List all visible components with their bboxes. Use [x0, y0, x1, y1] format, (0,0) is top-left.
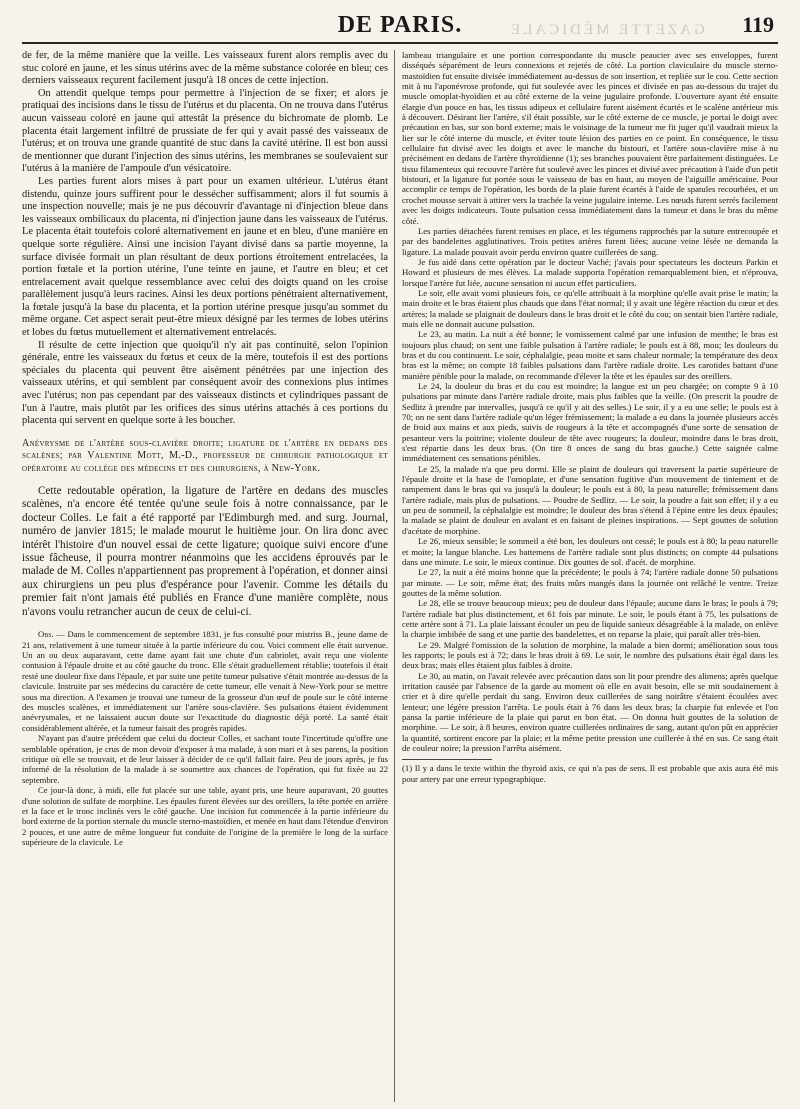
column-divider	[394, 50, 395, 1102]
paragraph: Le 26, mieux sensible; le sommeil a été bon, les douleurs ont cessé; le pouls est à 80; la peau naturelle et moite; la langue blanche. Les battemens de l'artère radiale sont plus distincts; on compte 44 pulsations dans une minute. Le soir, le mieux continue. Dix gouttes de sol. d'acét. de morphine.	[402, 536, 778, 567]
paragraph: Il résulte de cette injection que quoiqu'il n'y ait pas continuité, selon l'opinion générale, entre les vaisseaux du fœtus et ceux de la mère, toutefois il est des portions spéciales du placenta qui peuvent être aisément pénétrées par une injection des vaisseaux utérins, et qui semblent par conséquent avoir des connexions plus intimes avec l'utérus; non pas cependant par des vaisseaux distincts et cylindriques passant de l'un à l'autre, mais plutôt par les orifices des sinus utérins attachés à ces portions du placenta qui servent en quelque sorte à les boucher.	[22, 339, 388, 427]
observation-text: — Dans le commencement de septembre 1831, je fus consulté pour mistriss B., jeune dame de 21 ans, relativement à une tumeur située à la partie inférieure du cou. Voici comment elle était survenue. Un an ou deux auparavant, cette dame ayant fait une chute d'un cabriolet, avait reçu une violente contusion à l'épaule droite et au côté gauche du tronc. Elle s'était graduellement rétablie; toutefois il était resté une douleur fixe dans l'épaule, et par suite une petite tumeur pulsative s'était montrée au-dessus de la clavicule. Instruite par ses médecins du caractère de cette tumeur, elle venait à New-York pour se mettre sous ma direction. A l'examen je trouvai une tumeur de la grosseur d'un œuf de poule sur le côté interne des muscles scalènes, et immédiatement sur l'artère sous-clavière. Ses pulsations étaient évidemment anévrysmales, et ne laissaient aucun doute sur l'exactitude du diagnostic déjà porté. La santé était considérablement altérée, et la tumeur faisait des progrès rapides.	[22, 629, 388, 733]
paragraph: N'ayant pas d'autre précédent que celui du docteur Colles, et sachant toute l'incertitude qu'offre une semblable opération, je crus de mon devoir d'exposer à ma malade, à son mari et à ses parens, la position critique où elle se trouvait, et de leur laisser à décider de ce qu'il fallait faire. Peu de jours après, je fus informé de la résolution de la malade à se soumettre aux chances de l'opération, qui fut fixée au 22 septembre.	[22, 733, 388, 785]
newspaper-page	[22, 12, 778, 1102]
paragraph: Le 25, la malade n'a que peu dormi. Elle se plaint de douleurs qui traversent la partie supérieure de l'épaule droite et la base de l'omoplate, et d'une sensation fugitive d'un mouvement de tintement et de rampement dans le bras qui va jusqu'à la douleur; le pouls est à 80, la peau naturelle; frémissement dans l'artère radiale, mais plus de pulsations. — Poudre de Sedlitz. — Le soir, la poudre a fait son effet; il y a eu un peu de sommeil, la céphalalgie est moindre; le douleur des bras s'étend à l'épine entre les deux épaules; la malade se plaint de douleur en avalant et en faisant de pleines inspirations. — Sept gouttes de solution d'acétate de morphine.	[402, 463, 778, 536]
paragraph: Les parties détachées furent remises en place, et les tégumens rapprochés par la suture entrecoupée et par des bandelettes agglutinatives. Trois petites artères furent liées; aucune veine lésée ne demanda la ligature. La malade pouvait avoir perdu environ quatre cuillerées de sang.	[402, 225, 778, 257]
page-title: DE PARIS.	[337, 12, 463, 38]
left-column	[22, 50, 388, 1102]
paragraph: Le 30, au matin, on l'avait relevée avec précaution dans son lit pour prendre des alimens; après quelque irritation causée par l'absence de la garde au moment où elle en avait besoin, elle se mit soudainement à crier et à dire qu'elle perdait du sang. Environ deux cuillerées de sang noirâtre s'étaient écoulées avec lenteur; une légère pression l'arrêta. Le pouls était à 76 dans les deux bras; la charpie fut enlevée et l'on pansa la partie inférieure de la plaie qui parut en bon état. — On donna huit gouttes de la solution de morphine. — Le soir, à 8 heures, environ quatre cuillerées ordinaires de sang, autant qu'on pût en apprécier la quantité, sortirent encore par la plaie; et la même petite pression une cuillerée à thé en sus. Ce sang était de couleur noire; la pression l'arrêta aisément.	[402, 670, 778, 754]
article-heading	[22, 438, 388, 475]
paragraph: On attendit quelque temps pour permettre à l'injection de se fixer; et alors je pratiquai des incisions dans le tissu de l'utérus et du placenta. On ne trouva dans l'utérus aucun vaisseau coloré en jaune qui attestât la présence du bichromate de plomb. Le placenta était largement infiltré de prussiate de fer qui y avait passé des vaisseaux de l'utérus; et on trouva une grande quantité de stuc dans la cavité utérine. Il est bon aussi de mentionner que durant l'injection des sinus utérins, les membranes se soulevaient sur l'utérus à la manière de l'ampoule d'un vésicatoire.	[22, 87, 388, 175]
paragraph: Le 27, la nuit a été moins bonne que la précédente; le pouls à 74; l'artère radiale donne 50 pulsations par minute. — Le soir, même état; des fruits mûrs mangés dans la journée ont relâché le ventre. Treize gouttes de la même solution.	[402, 567, 778, 598]
article-intro: Cette redoutable opération, la ligature de l'artère en dedans des muscles scalènes, n'a encore été tentée qu'une seule fois à notre connaissance, par le docteur Colles. Le fait a été rapporté par l'Edimburgh med. and surg. Journal, numéro de janvier 1815; le malade mourut le huitième jour. On lira donc avec intérêt l'histoire d'un nouvel essai de cette ligature; quoique suivi encore d'une issue fâcheuse, il pourra montrer néanmoins que les accidens éprouvés par le malade de M. Colles n'appartiennent pas proprement à l'opération, et donner ainsi aux chirurgiens un peu plus d'espérance pour l'avenir. Comme les détails du premier fait n'ont jamais été publiés en France d'une manière complète, nous n'avons voulu retrancher aucun de ceux de celui-ci.	[22, 485, 388, 618]
right-column	[402, 50, 778, 1102]
paragraph: de fer, de la même manière que la veille. Les vaisseaux furent alors remplis avec du stuc coloré en jaune, et les sinus utérins avec de la même substance colorée en bleu; ces derniers vaisseaux reçurent facilement jusqu'à 18 onces de cette injection.	[22, 50, 388, 87]
show-through-text: GAZETTE MÉDICALE	[508, 22, 705, 38]
paragraph: Les parties furent alors mises à part pour un examen ultérieur. L'utérus étant distendu, quinze jours suffirent pour le dessécher suffisamment; alors il fut soumis à une inspection nouvelle; mais je ne pus découvrir d'avantage ni d'injection bleue dans les vaisseaux ombilicaux du placenta, ni d'injection jaune dans les vaisseaux de l'utérus. Le placenta était toutefois coloré alternativement en jaune et en bleu, d'une manière en quelque sorte régulière. Ainsi une incision l'ayant divisé dans sa partie moyenne, la surface divisée formait un plan résultant de deux portions étroitement entrelacées, la portion fœtale et la portion utérine, l'une teinte en jaune, et l'autre en bleu; et cet entrelacement avait quelque ressemblance avec celui des doigts quand on les croise parallèlement jusqu'à leurs racines. Ainsi les deux portions pénétraient alternativement, la fœtale jusqu'à la base du placenta, et la portion utérine presque jusqu'au sommet du même organe. Cet aspect serait peut-être mieux désigné par les termes de lobes utérins et lobes du fœtus mutuellement et alternativement entrelacés.	[22, 175, 388, 339]
footnote: (1) Il y a dans le texte within the thyroid axis, ce qui n'a pas de sens. Il est probable que axis aura été mis pour artery par une erreur typographique.	[402, 763, 778, 784]
article-heading-text: Anévrysme de l'artère sous-clavière droite; ligature de l'artère en dedans des scalènes; par Valentine Mott, M.-D., professeur de chirurgie pathologique et opératoire au collége des médecins et des chirurgiens, à New-York.	[22, 437, 388, 474]
paragraph: Le soir, elle avait vomi plusieurs fois, ce qu'elle attribuait à la morphine qu'elle avait prise le matin; la main droite et le bras étaient plus chauds que dans l'état normal; il y avait une légère réaction du cœur et des artères; la malade se plaignait de douleurs dans le bras droit et le côté du cou; on sentait bien l'artère radiale, mais elle ne donnait aucune pulsation.	[402, 287, 778, 329]
paragraph: Le 23, au matin. La nuit a été bonne; le vomissement calmé par une infusion de menthe; le bras est toujours plus chaud; on sent une faible pulsation à l'artère radiale; le pouls est à 88, mou; les douleurs du bras et du cou continuent. Le soir, céphalalgie, peau moite et sans chaleur normale; la température des deux bras est la même; on compte 18 faibles pulsations dans l'artère radiale droite. Les carotides battant d'une manière pénible pour la malade, on recommande d'élever la tête et les épaules sur des oreillers.	[402, 329, 778, 381]
paragraph: Le 28, elle se trouve beaucoup mieux; peu de douleur dans l'épaule; aucune dans le bras; le pouls à 79; l'artère radiale bat plus distinctement, et 61 fois par minute. Le soir, le pouls étant à 75, les pulsations de cette artère sont à 71. La plaie laissant écouler un peu de liquide sanieux désagréable à la malade, on enlève la charpie imbibée de sang et une partie des bandelettes, et on reparse la plaie, qui paraît aller très-bien.	[402, 598, 778, 640]
observation-paragraph	[22, 629, 388, 733]
paragraph: Je fus aidé dans cette opération par le docteur Vaché; j'avais pour spectateurs les docteurs Parkin et Howard et plusieurs de mes élèves. La malade supporta l'opération remarquablement bien, et n'éprouva, lorsque l'artère fut liée, aucune sensation ni aucun effet particuliers.	[402, 256, 778, 288]
paragraph: Le 24, la douleur du bras et du cou est moindre; la langue est un peu chargée; on compte 9 à 10 pulsations par minute dans l'artère radiale droite, mais plus faibles que la veille. (On prescrit la poudre de Sedlitz à prendre par intervalles, jusqu'à ce qu'il y ait des selles.) Le soir, il y a eu une selle; le pouls est à 70; on ne sent dans l'artère radiale qu'un léger frémissement; la malade a eu dans la journée plusieurs accès de froid aux mains et aux pieds, suivis de rougeurs à la tête et accompagnés d'une sorte de sensation de pesanteur vers la poitrine; violente douleur de tête avec rougeurs; la douleur, moindre dans le bras droit, s'est répartie dans les deux bras. (On tire 8 onces de sang du bras gauche.) Cette saignée calme immédiatement ces sensations pénibles.	[402, 381, 778, 464]
footnote-divider	[402, 759, 492, 760]
two-column-body	[22, 50, 778, 1102]
paragraph: Le 29. Malgré l'omission de la solution de morphine, la malade a bien dormi; amélioration sous tous les rapports; le pouls est à 72; dans le bras droit à 69. Le soir, le nombre des pulsations était égal dans les deux bras; mais elles étaient plus faibles à droite.	[402, 639, 778, 671]
obs-label: Obs.	[38, 629, 54, 640]
page-header	[22, 12, 778, 44]
paragraph: lambeau triangulaire et une portion correspondante du muscle peaucier avec ses enveloppes, furent disséqués séparément de leurs connexions et rejetés de côté. La portion claviculaire du muscle sterno-mastoïdien fut ensuite divisée immédiatement au-dessus de son insertion, et repliée sur le cou. Cette section mit à nu l'aponévrose profonde, qui fut soulevée avec les pinces et divisée en pas au-dessous du trajet du muscle omoplat-hyoïdien et au côté externe de la veine jugulaire profonde. L'ouverture ayant été ensuite élargie d'un pouce en bas, les tissus adipeux et cellulaire furent aisément écartés et le scalène antérieur mis à découvert. Désirant lier l'artère, s'il était possible, sur le côté externe de ce muscle, je portai le doigt avec précaution en bas, sur son bord externe; mais le voisinage de la tumeur me fit juger qu'il vaudrait mieux la lier sur le côté interne du muscle, et éviter toute lésion des parties en ce point. En conséquence, le tissu cellulaire fut divisé avec les doigts et avec le manche du bistouri, et l'artère sous-clavière mise à nu précisément en dedans de l'artère thyroïdienne (1); ses branches pouvaient être parfaitement distinguées. Le tissu filamenteux qui recouvre l'artère fut soulevé avec les pinces et divisé avec précaution à l'aide d'un petit bistouri, et la ligature fut portée sous le vaisseau de bas en haut, au moyen de l'aiguille américaine. Pour accomplir ce temps de l'opération, les bords de la plaie furent écartés à l'aide de spatules recourbées, et un crochet mousse servait à attirer vers la trachée la veine jugulaire interne. Les nœuds furent serrés facilement avec les doigts indicateurs. Toute pulsation cessa immédiatement dans la tumeur et dans le bras du même côté.	[402, 50, 778, 226]
paragraph: Ce jour-là donc, à midi, elle fut placée sur une table, ayant pris, une heure auparavant, 20 gouttes d'une solution de sulfate de morphine. Les épaules furent élevées sur des oreillers, la tête portée en arrière et la face et le tronc inclinés vers le côté gauche. Une incision fut commencée à la partie inférieure du bord externe de la portion sternale du muscle sterno-mastoïdien, et menée en haut dans l'étendue d'environ 2 pouces, et une autre de même longueur fut conduite de l'origine de la première le long de la surface supérieure de la clavicule. Le	[22, 785, 388, 848]
page-number: 119	[742, 12, 774, 37]
